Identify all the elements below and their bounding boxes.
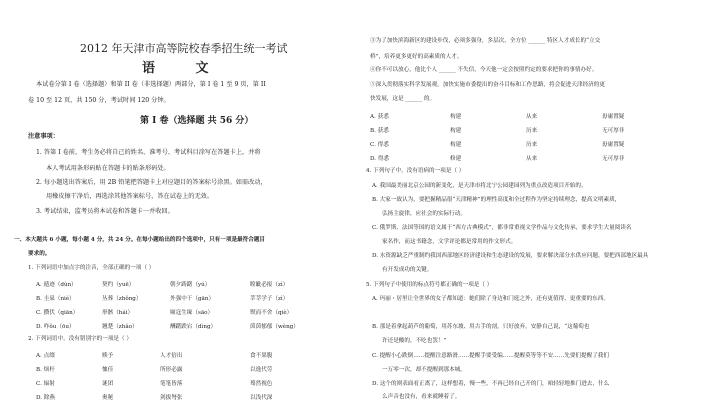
q3-option-c bbox=[370, 140, 624, 148]
option-cell: 以浅代深 bbox=[250, 395, 273, 401]
q1-option-b bbox=[36, 294, 288, 302]
q1-option-a bbox=[36, 280, 288, 288]
notice-heading: 注意事项： bbox=[28, 133, 59, 140]
option-cell: D. 得悉 bbox=[370, 156, 390, 162]
question-1: 1. 下列词语中加点字的注音，全部正确的一项（ ） bbox=[28, 265, 155, 271]
option-cell: 以逸代劳 bbox=[250, 367, 273, 373]
part-one-heading: 第 I 卷（选择题 共 56 分） bbox=[140, 116, 254, 126]
option-cell: 恤佳 bbox=[102, 367, 114, 373]
option-cell: 剑拔弩张 bbox=[160, 395, 183, 401]
exam-title: 2012 年天津市高等院校春季招生统一考试 bbox=[80, 42, 288, 55]
section-one-instructions: 一、本大题共 6 小题，每小题 4 分，共 24 分。在每小题给出的四个选项中，只有一项是最符合题目 bbox=[14, 237, 266, 243]
passage-5b: 快发展，这是 ______ 的。 bbox=[370, 96, 436, 102]
option-cell: 瞠眦必报（zì） bbox=[250, 282, 289, 288]
option-cell: 历来 bbox=[526, 142, 538, 148]
q2-option-a bbox=[36, 351, 272, 359]
option-cell: 笔笔皆落 bbox=[160, 381, 183, 387]
option-cell: 契约（yuē） bbox=[102, 282, 135, 288]
question-5: 5. 下列句子中使用的标点符号都正确的一项是（ ） bbox=[366, 282, 493, 288]
option-cell: 构建 bbox=[450, 142, 462, 148]
option-cell: C. 得悉 bbox=[370, 142, 389, 148]
option-cell: B. 圭臬（niè） bbox=[36, 296, 75, 302]
section-one-instructions-cont: 要求的。 bbox=[28, 251, 51, 257]
option-cell: 食不果腹 bbox=[250, 353, 273, 359]
q5-option-c-cont: 一万零一次，却不提醒到那本城。 bbox=[382, 367, 466, 373]
q4-option-d: D. 水资源缺乏严重制约我国西部地区经济建设和生态建设的发展，要求解决部分水供应问题，要把西部地区最具 bbox=[372, 253, 649, 259]
q5-option-b: B. 那是着拿起葫芦的葡萄，用苏东坡、用古手的剖，只好放弃，安静自己说，“这葡萄也 bbox=[372, 324, 590, 330]
q4-option-a: A. 我国最美丽北京公园的新变化，是天津市将北宁公园建园列为重点改造项目开始的。 bbox=[372, 183, 587, 189]
option-cell: A. 遁迹（dùn） bbox=[36, 282, 77, 288]
option-cell: 历来 bbox=[526, 128, 538, 134]
option-cell: C. 辐射 bbox=[36, 381, 55, 387]
subject-title: 语 文 bbox=[142, 61, 227, 76]
option-cell: 人才倍出 bbox=[160, 353, 183, 359]
q3-option-d bbox=[370, 154, 624, 162]
option-cell: 毋庸置疑 bbox=[602, 142, 625, 148]
notice-2a: 2. 每小题选出答案后，用 2B 铅笔把答题卡上对应题目的答案标号涂黑。如需改动， bbox=[36, 179, 267, 186]
option-cell: D. 咋ǒu（ōu） bbox=[36, 324, 75, 330]
option-cell: 从来 bbox=[526, 114, 538, 120]
intro-line-1: 本试卷分第 I 卷（选择题）和第 II 卷（非选择题）两部分，第 I 卷 1 至 9 页，第 II bbox=[36, 81, 266, 88]
passage-3b: 桥”，培养更多更好的高素质的人才。 bbox=[370, 54, 463, 60]
option-cell: B. 获悉 bbox=[370, 128, 389, 134]
q5-option-c: C. 提醒小心跌倒……提醒注意路滑……提醒手要受编……提醒莫等等不安……先要们提醒了我们 bbox=[372, 353, 609, 359]
q1-option-d bbox=[36, 322, 299, 330]
question-4: 4. 下列句子中，没有语病的一项是（ ） bbox=[366, 168, 465, 174]
option-cell: 朝夕踌躇（yú） bbox=[170, 282, 211, 288]
option-cell: 毋庸置疑 bbox=[602, 114, 625, 120]
passage-5a: ⑤深入贯彻落实科学发展观，加快实施市委提出的奋斗目标和工作思路，将会促进天津经济的更 bbox=[370, 82, 605, 88]
q4-option-b: B. 大家一致认为，要把握精品很“天津精神”的理性高度和全过程作为坚定持续理念，提高文明素质， bbox=[372, 197, 621, 203]
option-cell: 所形必露 bbox=[160, 367, 183, 373]
q3-option-a bbox=[370, 112, 624, 120]
option-cell: 从来 bbox=[526, 156, 538, 162]
q5-option-b-cont: 许还是酸的，不吃也罢！” bbox=[382, 338, 447, 344]
option-cell: 形骸（hái） bbox=[102, 310, 134, 316]
option-cell: 奥秘 bbox=[102, 395, 114, 401]
option-cell: 谜团 bbox=[102, 381, 114, 387]
notice-1a: 1. 答第 I 卷前，考生务必将自己的姓名、准考号、考试科目涂写在答题卡上，并将 bbox=[36, 149, 261, 156]
option-cell: 酬躇跌宕（dìng） bbox=[170, 324, 217, 330]
intro-line-2: 卷 10 至 12 页，共 150 分，考试时间 120 分钟。 bbox=[28, 97, 170, 104]
option-cell: 丛葬（zhǒng） bbox=[102, 296, 142, 302]
question-2: 2. 下列词语中，没有错别字的一项是（ ） bbox=[28, 336, 132, 342]
q4-option-c-cont: 家名作，而这书籍念，文学评论都是常用的作文形式。 bbox=[382, 239, 517, 245]
option-cell: 厢寇生缘（sāo） bbox=[170, 310, 214, 316]
option-cell: 构建 bbox=[450, 128, 462, 134]
notice-3: 3. 考试结束，监考员将本试卷和答题卡一并收回。 bbox=[36, 208, 174, 215]
option-cell: 茵茵郁郁（wèng） bbox=[250, 324, 299, 330]
option-cell: A. 获悉 bbox=[370, 114, 389, 120]
option-cell: 构建 bbox=[450, 114, 462, 120]
option-cell: 无可厚非 bbox=[602, 128, 625, 134]
q2-option-b bbox=[36, 365, 272, 373]
passage-3a: ③为了加快滨海新区的建设步伐，必须多强身，多层次，全方位 ______ 特区人才成长的“立交 bbox=[370, 38, 601, 44]
option-cell: C. 攒伏（qiān） bbox=[36, 310, 79, 316]
q4-option-d-cont: 有开发成功的关键。 bbox=[382, 267, 433, 273]
option-cell: 蓦然视色 bbox=[250, 381, 273, 387]
passage-4: ④你不可以放心，他比个人 ______ 不失信，今天他一定会按照约定的要求把你的事情办好。 bbox=[370, 67, 598, 73]
q5-option-a: A. 玛丽・居里让全世界的女子都知道：她们除了身边和门庭之外，还有更值得、更重要的东西。 bbox=[372, 296, 609, 302]
q5-option-d-cont: 么声音也没有，看来就睡着了。 bbox=[382, 394, 461, 400]
q5-option-d: D. 这个的则表面看正离了，这样想着，慢一些，不再已经自己开的门，咱轻轻地推门进去，什么 bbox=[372, 381, 610, 387]
option-cell: 锲而不舍（qiè） bbox=[250, 310, 293, 316]
q4-option-b-cont: 弘扬主旋律，应社会的实际行动。 bbox=[382, 211, 466, 217]
option-cell: 无可厚非 bbox=[602, 156, 625, 162]
option-cell: D. 除燕 bbox=[36, 395, 56, 401]
q2-option-c bbox=[36, 379, 272, 387]
option-cell: 莘莘学子（zì） bbox=[250, 296, 289, 302]
option-cell: 修建 bbox=[450, 156, 462, 162]
option-cell: 外强中干（gān） bbox=[170, 296, 215, 302]
notice-1b: 本人考试用条形码贴在答题卡的贴条形码处。 bbox=[46, 165, 170, 172]
q3-option-b bbox=[370, 126, 624, 134]
q1-option-c bbox=[36, 308, 292, 316]
q4-option-c: C. 俄罗斯、法国等国的语文属于“西方古典模式”，都非常重视文学作品与文化传承，要求学生大量阅读名 bbox=[372, 225, 632, 231]
option-cell: B. 烦杆 bbox=[36, 367, 55, 373]
notice-2b: 用橡皮擦干净后，再选涂其他答案标号，答在试卷上的无效。 bbox=[46, 193, 214, 200]
option-cell: 翘楚（zhǎo） bbox=[102, 324, 138, 330]
option-cell: A. 点缀 bbox=[36, 353, 55, 359]
option-cell: 赎予 bbox=[102, 353, 114, 359]
